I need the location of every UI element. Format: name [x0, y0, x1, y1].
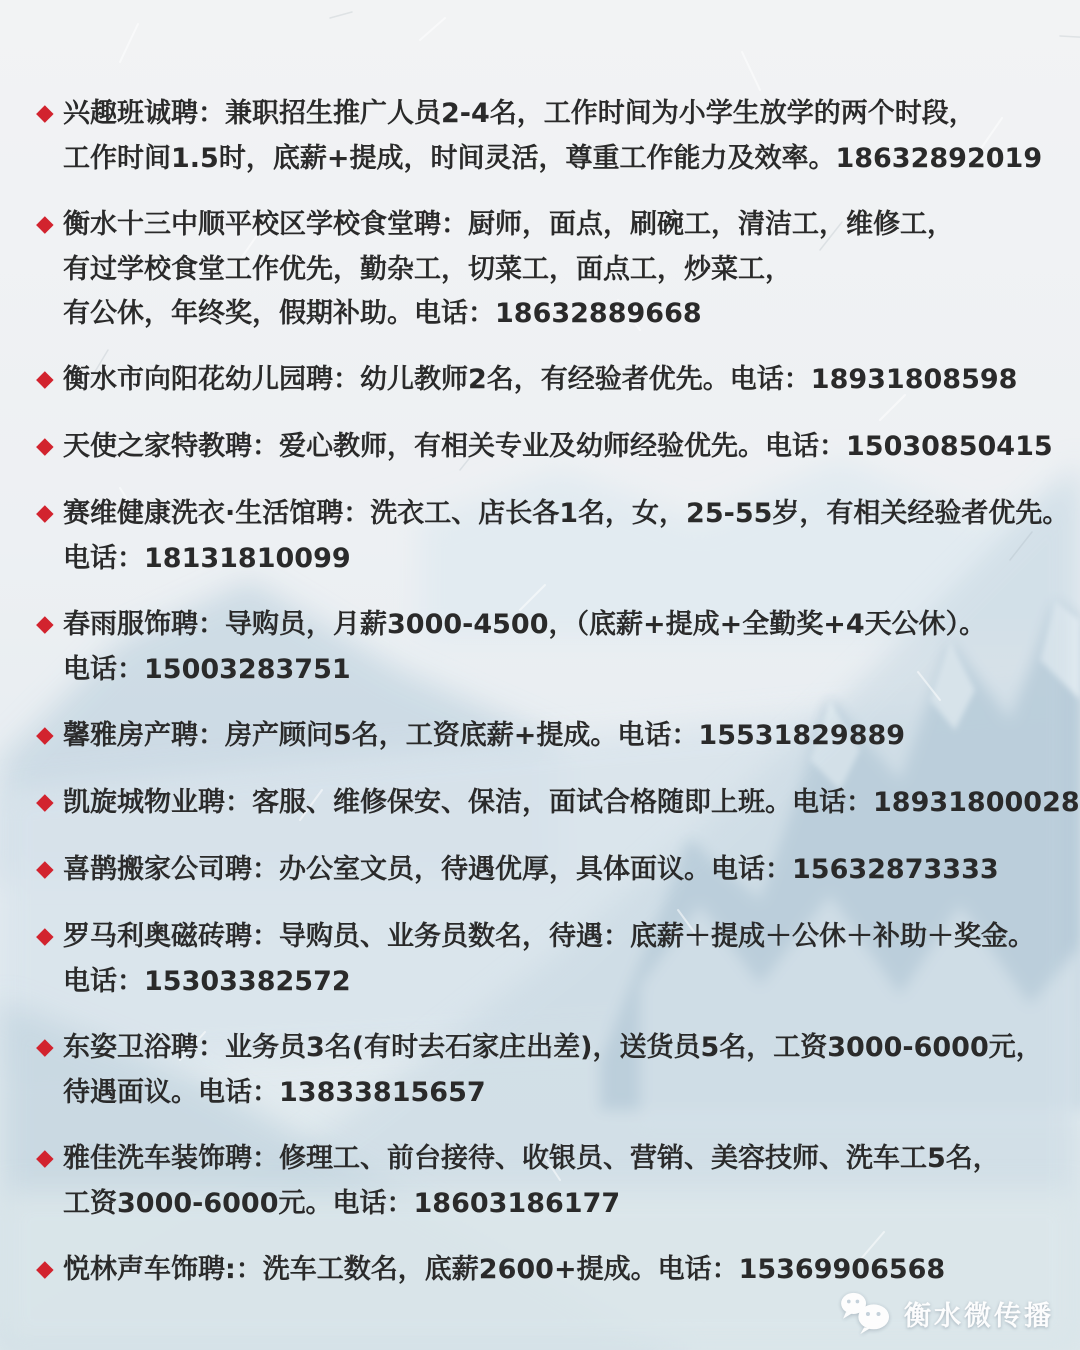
- listing-line: [36, 1137, 1066, 1182]
- listing-line: 工资3000-6000元。电话：18603186177: [63, 1188, 621, 1219]
- watermark: [838, 1290, 1054, 1336]
- listing-line: [36, 915, 1066, 960]
- diamond-bullet-icon: ◆: [36, 100, 54, 126]
- listing-line: [36, 425, 1066, 470]
- listing-text: 悦林声车饰聘:：洗车工数名，底薪2600+提成。电话：15369906568: [63, 1254, 946, 1285]
- listing-line: [36, 603, 1066, 648]
- job-listing: [36, 92, 1066, 181]
- diamond-bullet-icon: ◆: [36, 923, 54, 949]
- listing-text: 衡水市向阳花幼儿园聘：幼儿教师2名，有经验者优先。电话：18931808598: [63, 364, 1018, 395]
- listing-text: 兴趣班诚聘：兼职招生推广人员2-4名，工作时间为小学生放学的两个时段，: [63, 98, 976, 129]
- job-listing: [36, 425, 1066, 470]
- diamond-bullet-icon: ◆: [36, 1145, 54, 1171]
- listing-line: 有过学校食堂工作优先，勤杂工，切菜工，面点工，炒菜工，: [63, 254, 792, 285]
- diamond-bullet-icon: ◆: [36, 789, 54, 815]
- listing-text: 喜鹊搬家公司聘：办公室文员，待遇优厚，具体面议。电话：15632873333: [63, 854, 999, 885]
- listing-line: [36, 203, 1066, 248]
- listing-line: [36, 492, 1070, 537]
- watermark-label: 衡水微传播: [904, 1300, 1054, 1332]
- diamond-bullet-icon: ◆: [36, 1256, 54, 1282]
- diamond-bullet-icon: ◆: [36, 1034, 54, 1060]
- job-listing: [36, 915, 1066, 1004]
- job-listing: [36, 1026, 1066, 1115]
- listing-text: 馨雅房产聘：房产顾问5名，工资底薪+提成。电话：15531829889: [63, 720, 906, 751]
- listing-line: 电话：15303382572: [63, 966, 351, 997]
- job-listing: [36, 714, 1066, 759]
- wechat-icon: [838, 1290, 896, 1336]
- diamond-bullet-icon: ◆: [36, 611, 54, 637]
- listing-line: 待遇面议。电话：13833815657: [63, 1077, 486, 1108]
- listing-text: 赛维健康洗衣·生活馆聘：洗衣工、店长各1名，女，25-55岁，有相关经验者优先。: [63, 498, 1070, 529]
- diamond-bullet-icon: ◆: [36, 433, 54, 459]
- listing-line: [36, 781, 1080, 826]
- listing-line: [36, 714, 1066, 759]
- diamond-bullet-icon: ◆: [36, 211, 54, 237]
- listing-line: 电话：18131810099: [63, 543, 351, 574]
- listing-text: 衡水十三中顺平校区学校食堂聘：厨师，面点，刷碗工，清洁工，维修工，: [63, 209, 954, 240]
- listing-text: 东姿卫浴聘：业务员3名(有时去石家庄出差)，送货员5名，工资3000-6000元，: [63, 1032, 1043, 1063]
- job-listing: [36, 603, 1066, 692]
- listing-line: [36, 1026, 1066, 1071]
- job-listing: [36, 358, 1066, 403]
- job-listing: [36, 848, 1066, 893]
- job-listing: [36, 781, 1080, 826]
- listing-line: [36, 1248, 1066, 1293]
- listing-line: 有公休，年终奖，假期补助。电话：18632889668: [63, 298, 702, 329]
- listing-line: [36, 92, 1066, 137]
- job-listing: [36, 492, 1070, 581]
- diamond-bullet-icon: ◆: [36, 500, 54, 526]
- diamond-bullet-icon: ◆: [36, 856, 54, 882]
- job-listing: [36, 1248, 1066, 1293]
- listing-line: 工作时间1.5时，底薪+提成，时间灵活，尊重工作能力及效率。18632892019: [63, 143, 1043, 174]
- listing-text: 罗马利奥磁砖聘：导购员、业务员数名，待遇：底薪＋提成＋公休＋补助＋奖金。: [63, 921, 1035, 952]
- job-listings: [36, 92, 1080, 1315]
- diamond-bullet-icon: ◆: [36, 722, 54, 748]
- job-listing: [36, 1137, 1066, 1226]
- listing-line: 电话：15003283751: [63, 654, 351, 685]
- listing-text: 雅佳洗车装饰聘：修理工、前台接待、收银员、营销、美容技师、洗车工5名，: [63, 1143, 1000, 1174]
- job-listing: [36, 203, 1066, 336]
- listing-text: 凯旋城物业聘：客服、维修保安、保洁，面试合格随即上班。电话：18931800028: [63, 787, 1080, 818]
- listing-text: 天使之家特教聘：爱心教师，有相关专业及幼师经验优先。电话：15030850415: [63, 431, 1053, 462]
- diamond-bullet-icon: ◆: [36, 366, 54, 392]
- listing-line: [36, 848, 1066, 893]
- listing-text: 春雨服饰聘：导购员，月薪3000-4500，（底薪+提成+全勤奖+4天公休）。: [63, 609, 987, 640]
- listing-line: [36, 358, 1066, 403]
